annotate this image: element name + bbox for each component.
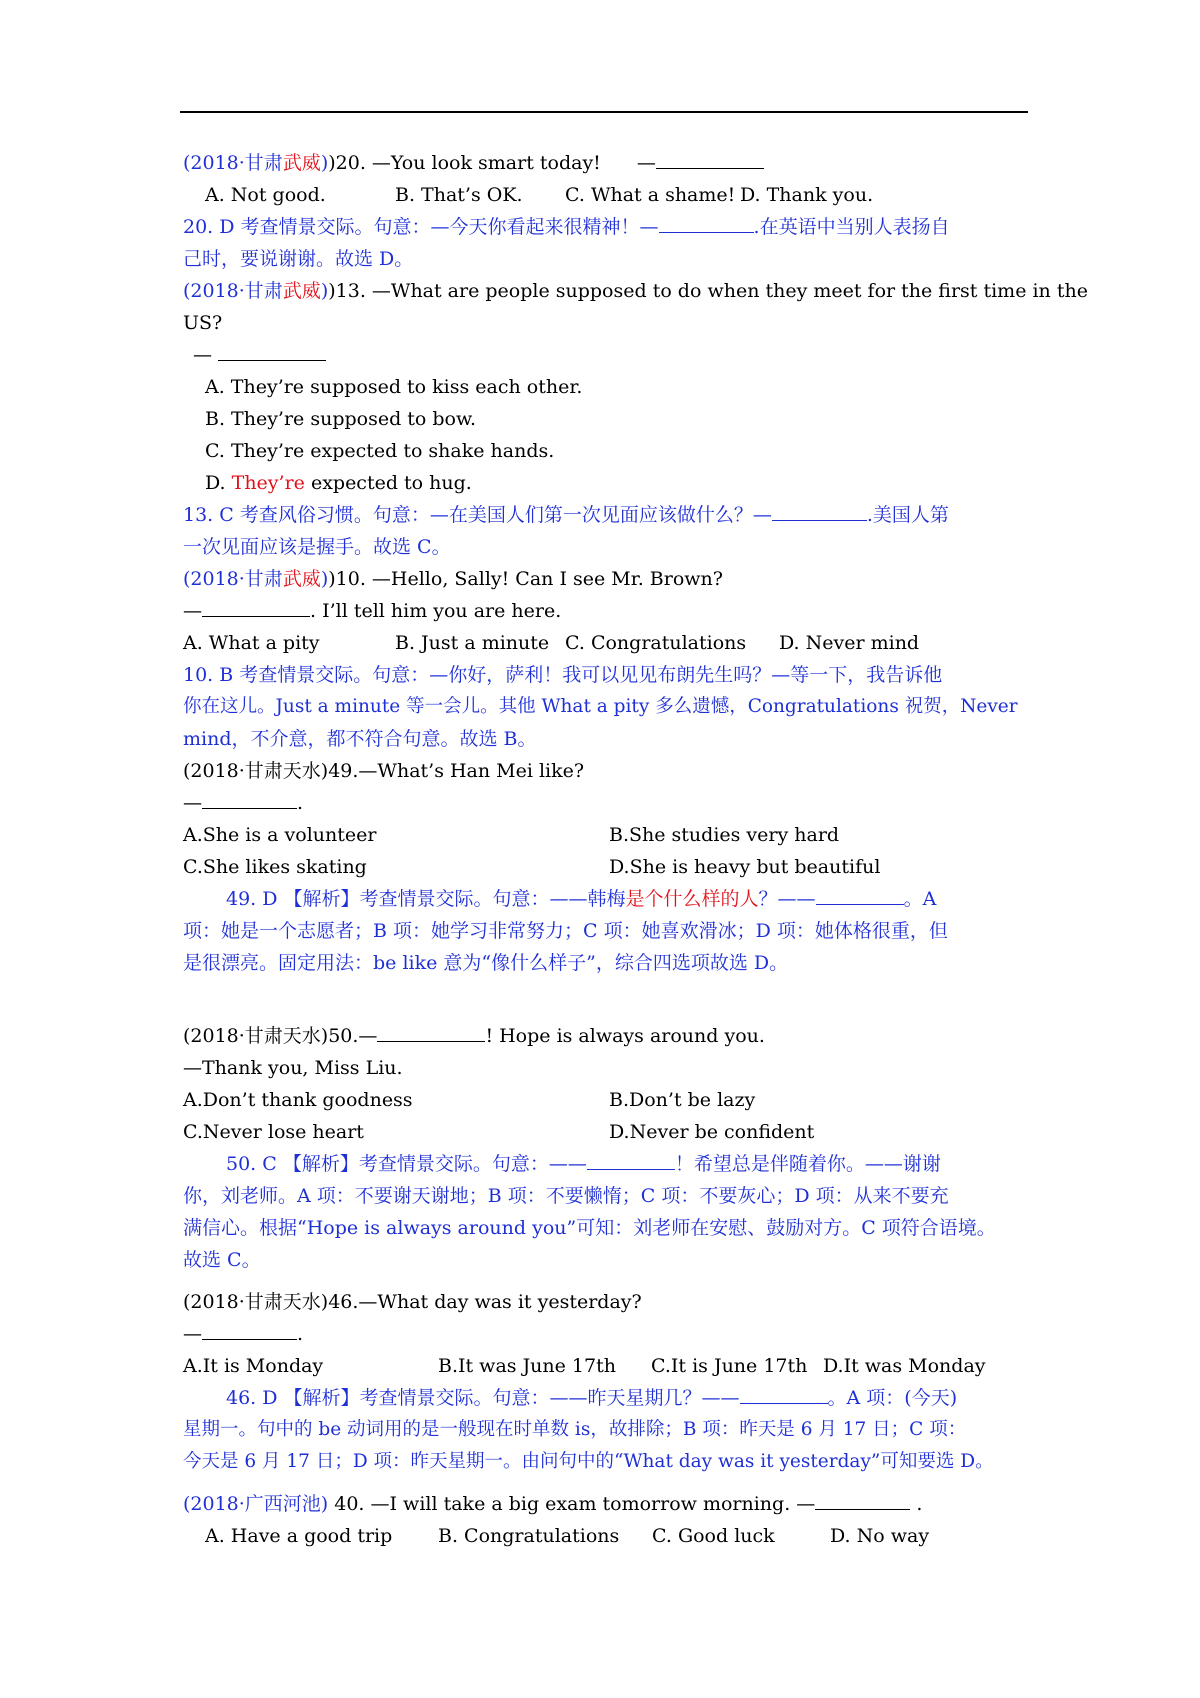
answer-blank — [202, 598, 310, 617]
question-49-response: — . — [183, 792, 304, 814]
answer-blank — [815, 1491, 910, 1510]
answer-blank — [202, 1321, 297, 1340]
answer-46-line1: 46. D 【解析】考查情景交际。句意：——昨天星期几？—— 。A 项：(今天) — [226, 1387, 958, 1409]
answer-50-line4: 故选 C。 — [183, 1249, 261, 1271]
option-d: D. Thank you. — [740, 184, 874, 206]
question-49-options-row2 — [183, 854, 1028, 880]
option-d: D. No way — [830, 1525, 930, 1547]
option-d: D.She is heavy but beautiful — [609, 856, 881, 878]
option-a: A. What a pity — [183, 632, 320, 654]
question-10-response: — . I’ll tell him you are here. — [183, 600, 562, 622]
option-b: B.Don’t be lazy — [609, 1089, 756, 1111]
question-50-options-row1 — [183, 1087, 1028, 1113]
option-b: B. That’s OK. — [395, 184, 523, 206]
question-10-options — [183, 630, 1028, 656]
answer-50-line1: 50. C 【解析】考查情景交际。句意：—— ！希望总是伴随着你。——谢谢 — [226, 1153, 941, 1175]
option-b: B. Congratulations — [438, 1525, 620, 1547]
answer-49-line3: 是很漂亮。固定用法：be like 意为“像什么样子”，综合四选项故选 D。 — [183, 952, 789, 974]
answer-blank — [656, 150, 764, 169]
question-13-response: — — [193, 342, 1038, 368]
option-b: B.She studies very hard — [609, 824, 840, 846]
question-46-stem: (2018·甘肃天水)46.—What day was it yesterday? — [183, 1291, 642, 1313]
question-50-stem: (2018·甘肃天水)50.— ! Hope is always around you. — [183, 1025, 765, 1047]
option-b: B. Just a minute — [395, 632, 550, 654]
header-rule — [180, 111, 1028, 113]
answer-blank — [377, 1023, 485, 1042]
answer-49-line1: 49. D 【解析】考查情景交际。句意：——韩梅是个什么样的人？—— 。A — [226, 888, 937, 910]
option-d: D. They’re expected to hug. — [205, 472, 472, 494]
question-49-stem: (2018·甘肃天水)49.—What’s Han Mei like? — [183, 760, 585, 782]
source-city: 武威 — [282, 152, 321, 174]
answer-49-line2: 项：她是一个志愿者；B 项：她学习非常努力；C 项：她喜欢滑冰；D 项：她体格很重，但 — [183, 920, 948, 942]
question-20-stem: (2018·甘肃武威))20. —You look smart today! — — [183, 150, 1028, 176]
question-40-options — [205, 1523, 1050, 1549]
question-50-response: —Thank you, Miss Liu. — [183, 1057, 403, 1079]
option-d: D.Never be confident — [609, 1121, 815, 1143]
question-text: )20. —You look smart today! — [328, 152, 601, 174]
option-a: A. Not good. — [205, 184, 326, 206]
question-20-options — [205, 182, 1050, 208]
answer-13-line1: 13. C 考查风俗习惯。句意：—在美国人们第一次见面应该做什么？— .美国人第 — [183, 504, 949, 526]
option-a: A.Don’t thank goodness — [183, 1089, 413, 1111]
option-c: C. Congratulations — [565, 632, 747, 654]
option-a: A.She is a volunteer — [183, 824, 377, 846]
question-46-response: — . — [183, 1323, 304, 1345]
source-tag: (2018·甘肃 — [183, 152, 283, 174]
answer-blank — [218, 342, 326, 361]
answer-10-line1: 10. B 考查情景交际。句意：—你好，萨利！我可以见见布朗先生吗？—等一下，我告诉他 — [183, 664, 943, 686]
answer-blank — [202, 790, 297, 809]
option-d: D. Never mind — [779, 632, 920, 654]
option-c: C. They’re expected to shake hands. — [205, 440, 555, 462]
option-c: C.It is June 17th — [651, 1355, 808, 1377]
question-13-stem-line2: US? — [183, 312, 223, 334]
answer-46-line2: 星期一。句中的 be 动词用的是一般现在时单数 is，故排除；B 项：昨天是 6 月 17 日；C 项： — [183, 1419, 967, 1440]
question-10-stem: (2018·甘肃武威))10. —Hello, Sally! Can I see Mr. Brown? — [183, 568, 723, 590]
option-d: D.It was Monday — [823, 1355, 986, 1377]
question-40-stem: (2018·广西河池) 40. —I will take a big exam tomorrow morning. — . — [183, 1493, 923, 1515]
option-b: B.It was June 17th — [438, 1355, 616, 1377]
option-b: B. They’re supposed to bow. — [205, 408, 477, 430]
question-13-stem: (2018·甘肃武威))13. —What are people supposed to do when they meet for the first time in the — [183, 280, 1088, 302]
question-46-options — [183, 1353, 1028, 1379]
answer-20-line2: 己时，要说谢谢。故选 D。 — [183, 248, 414, 270]
answer-13-line2: 一次见面应该是握手。故选 C。 — [183, 536, 451, 558]
answer-50-line3: 满信心。根据“Hope is always around you”可知：刘老师在安慰、鼓励对方。C 项符合语境。 — [183, 1217, 996, 1239]
answer-10-line2: 你在这儿。Just a minute 等一会儿。其他 What a pity 多么遗憾，Congratulations 祝贺，Never — [183, 696, 1018, 717]
option-a: A. Have a good trip — [205, 1525, 393, 1547]
option-c: C.She likes skating — [183, 856, 367, 878]
answer-50-line2: 你，刘老师。A 项：不要谢天谢地；B 项：不要懒惰；C 项：不要灰心；D 项：从来不要充 — [183, 1185, 949, 1207]
answer-46-line3: 今天是 6 月 17 日；D 项：昨天星期一。由问句中的“What day was it yesterday”可知要选 D。 — [183, 1451, 994, 1472]
answer-10-line3: mind，不介意，都不符合句意。故选 B。 — [183, 728, 537, 750]
option-c: C. Good luck — [652, 1525, 775, 1547]
option-a: A.It is Monday — [183, 1355, 324, 1377]
question-50-options-row2 — [183, 1119, 1028, 1145]
option-c: C.Never lose heart — [183, 1121, 364, 1143]
option-a: A. They’re supposed to kiss each other. — [205, 376, 583, 398]
question-49-options-row1 — [183, 822, 1028, 848]
answer-20-line1: 20. D 考查情景交际。句意：—今天你看起来很精神！— .在英语中当别人表扬自 — [183, 216, 950, 238]
option-c: C. What a shame! — [565, 184, 736, 206]
